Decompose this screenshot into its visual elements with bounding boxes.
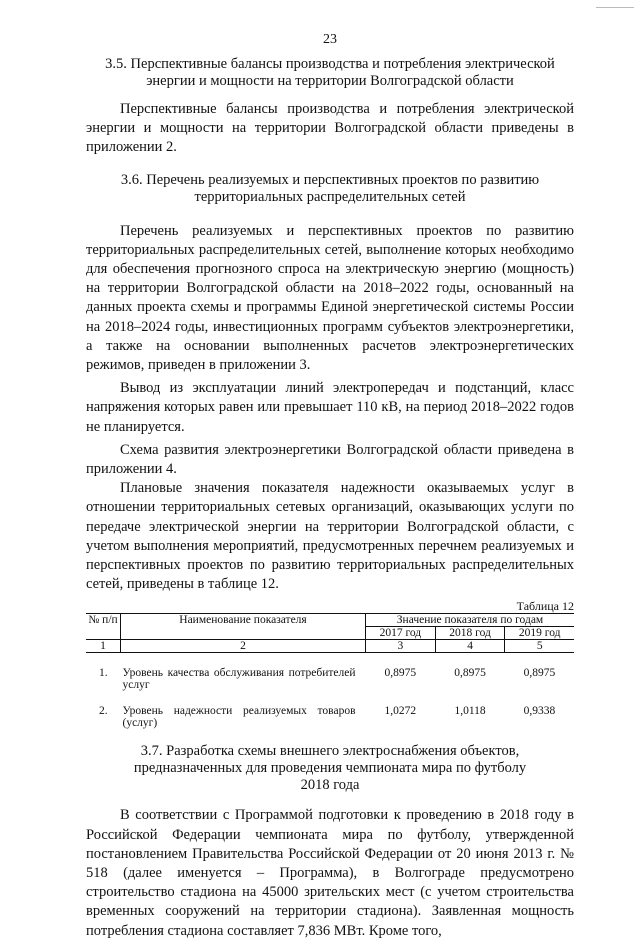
table-header-values: Значение показателя по годам [366, 614, 575, 627]
table-index-cell: 1 [86, 640, 121, 653]
table-header-name: Наименование показателя [121, 614, 366, 640]
table-12 [86, 613, 574, 729]
table-12-caption: Таблица 12 [516, 599, 574, 614]
page-number: 23 [323, 32, 337, 47]
table-header-year: 2019 год [505, 627, 574, 640]
section-3-5-heading: 3.5. Перспективные балансы производства и потребления электрической энергии и мощности на территории Волгоградской области [105, 56, 555, 89]
table-index-row [86, 640, 574, 653]
section-3-6-paragraph-4: Плановые значения показателя надежности оказываемых услуг в отношении территориальных сетевых организаций, оказывающих услуги по передаче электрической энергии на территории Волгоградской области, с учетом выполнения мероприятий, предусмотренных перечнем реализуемых и перспективных проектов по развитию территориальных распределительных сетей, приведены в таблице 12. [86, 480, 574, 593]
row-value: 0,9338 [523, 705, 556, 718]
row-value: 0,8975 [523, 667, 556, 680]
table-header-year: 2018 год [435, 627, 505, 640]
row-value: 0,8975 [384, 667, 417, 680]
row-value: 1,0272 [384, 705, 417, 718]
table-row [86, 691, 574, 729]
row-number: 2. [98, 705, 108, 718]
table-row [86, 653, 574, 692]
section-3-6-heading: 3.6. Перечень реализуемых и перспективных проектов по развитию территориальных распределительных сетей [120, 171, 540, 205]
row-name: Уровень качества обслуживания потребителей услуг [122, 667, 356, 692]
table-index-cell: 5 [505, 640, 574, 653]
top-edge-line [596, 7, 634, 8]
section-3-6-paragraph-3: Схема развития электроэнергетики Волгоградской области приведена в приложении 4. [86, 441, 574, 478]
section-3-5-paragraph: Перспективные балансы производства и потребления электрической энергии и мощности на территории Волгоградской области приведены в приложении 2. [86, 101, 574, 156]
row-value: 0,8975 [454, 667, 486, 680]
document-page [86, 32, 574, 941]
table-index-cell: 2 [121, 640, 366, 653]
section-3-6-paragraph-2: Вывод из эксплуатации линий электропередач и подстанций, класс напряжения которых равен или превышает 110 кВ, на период 2018–2022 годов не планируется. [86, 380, 574, 435]
row-value: 1,0118 [454, 705, 486, 718]
table-header-year: 2017 год [366, 627, 436, 640]
row-name: Уровень надежности реализуемых товаров (услуг) [122, 705, 356, 730]
section-3-7-paragraph: В соответствии с Программой подготовки к проведению в 2018 году в Российской Федерации чемпионата мира по футболу, утвержденной постановлением Правительства Российской Федерации от 20 июня 2013 г. № 518 (далее именуется – Программа), в Волгограде предусмотрено строительство стадиона на 45000 зрительских мест (с учетом строительства временных сооружений на территории стадиона). Заявленная мощность потребления стадиона составляет 7,836 МВт. Кроме того, [86, 807, 574, 939]
row-number: 1. [98, 667, 108, 680]
section-3-7-heading: 3.7. Разработка схемы внешнего электроснабжения объектов, предназначенных для проведения чемпионата мира по футболу 2018 года [133, 743, 527, 794]
table-index-cell: 4 [435, 640, 505, 653]
table-header-number: № п/п [86, 614, 121, 640]
section-3-6-paragraph-1: Перечень реализуемых и перспективных проектов по развитию территориальных распределительных сетей, выполнение которых необходимо для обеспечения прогнозного спроса на электрическую энергию (мощность) на территории Волгоградской области на 2018–2022 годы, основанный на данных проекта схемы и программы Единой энергетической системы России на 2018–2024 годы, инвестиционных программ субъектов электроэнергетики, а также на основании выполненных расчетов электроэнергетических режимов, приведен в приложении 3. [86, 222, 574, 374]
table-index-cell: 3 [366, 640, 436, 653]
